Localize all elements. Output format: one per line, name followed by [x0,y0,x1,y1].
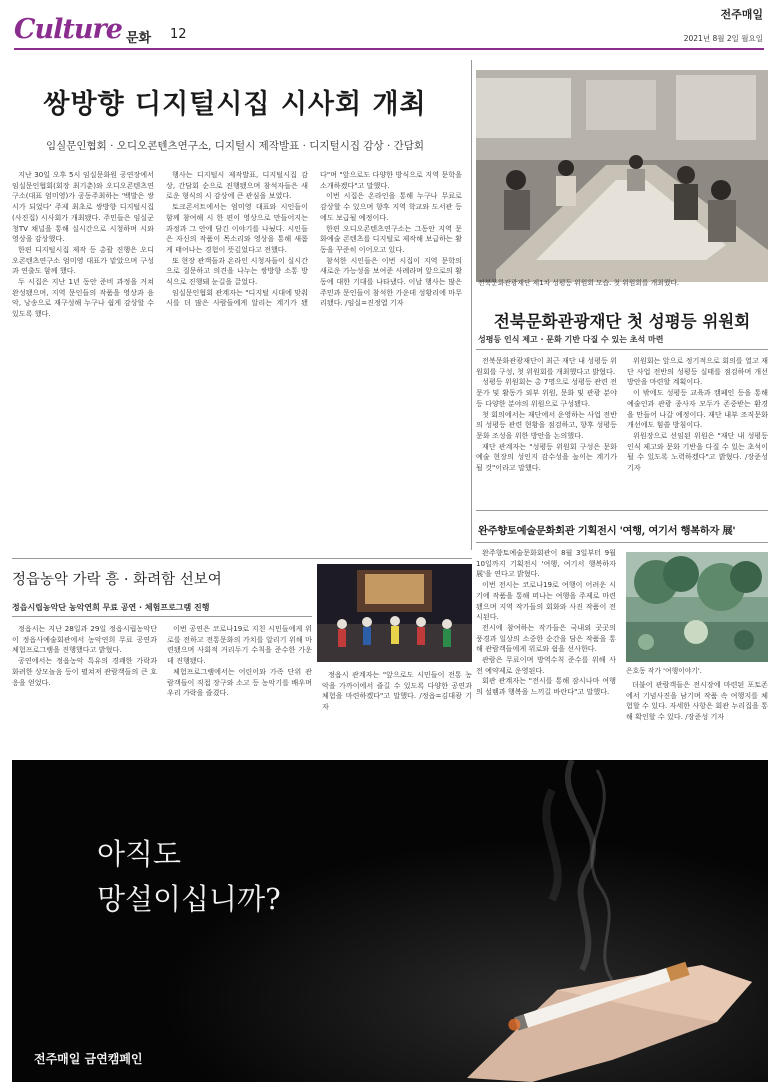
article1-paragraph: 행사는 디지털시 제작발표, 디지털시집 감상, 간담회 순으로 진행됐으며 참석자들은 새로운 형식의 시 감상에 큰 관심을 보였다. [166,170,308,201]
article3-paragraph: 정읍시는 지난 28일과 29일 정읍시립농악단이 정읍사예술회관에서 농악연희 무료 공연과 체험프로그램을 진행했다고 밝혔다. [12,624,157,655]
article3-paragraph: 공연에서는 정읍농악 특유의 경쾌한 가락과 화려한 상모놀음 등이 펼쳐져 관람객들의 큰 호응을 얻었다. [12,656,157,687]
article2-paragraph: 재단 관계자는 "성평등 위원회 구성은 문화예술 현장의 성인지 감수성을 높이는 계기가 될 것"이라고 말했다. [476,441,617,473]
article1-subheadline: 임실문인협회 · 오디오콘텐츠연구소, 디지털시 제작발표 · 디지털시집 감상 · 간담회 [45,140,425,152]
article2-paragraph: 성평등 위원회는 총 7명으로 성평등 관련 전문가 및 활동가 외부 위원, 문화 및 관광 분야 등 다양한 분야의 위원으로 구성됐다. [476,377,617,408]
article2-headline: 전북문화관광재단 첫 성평등 위원회 [493,312,751,331]
article1-paragraph: 또 현장 관객들과 온라인 시청자들이 실시간으로 질문하고 의견을 나누는 쌍방향 소통 방식으로 진행돼 눈길을 끌었다. [166,255,308,287]
article4-paragraph: 이번 전시는 코로나19로 여행이 어려운 시기에 작품을 통해 떠나는 여행을 주제로 마련됐으며 지역 작가들의 회화와 사진 작품이 전시된다. [476,580,616,622]
article1-paragraph: 임실문인협회 관계자는 "디지털 시대에 맞춰 시를 더 많은 사람들에게 알리는 계기가 됐다"며 "앞으로도 다양한 방식으로 지역 문학을 소개하겠다"고 말했다. [166,170,462,308]
article-wanju-exhibition [476,512,768,755]
article1-paragraph: 참석한 시인들은 이번 시집이 지역 문학의 새로운 가능성을 보여준 사례라며 앞으로의 활동에 대한 기대를 나타냈다. 이날 행사는 많은 주민과 문인들이 참석한 가운데 성황리에 마무리됐다. /임실=진정엽 기자 [320,255,462,308]
article2-paragraph: 위원장으로 선임된 위원은 "재단 내 성평등 인식 제고와 문화 기반을 다질 수 있는 초석이 될 수 있도록 노력하겠다"고 밝혔다. /장준성 기자 [627,430,768,473]
section-kr-label: 문화 [126,31,152,46]
article2-paragraph: 첫 회의에서는 재단에서 운영하는 사업 전반의 성평등 관련 현황을 점검하고, 향후 성평등 문화 조성을 위한 방안을 논의했다. [476,409,617,440]
article2-subheadline: 성평등 인식 제고 · 문화 기반 다질 수 있는 초석 마련 [478,335,664,344]
article1-paragraph: 두 시집은 지난 1년 동안 준비 과정을 거쳐 완성됐으며, 지역 문인들의 작품을 영상과 음악, 낭송으로 재구성해 누구나 쉽게 감상할 수 있도록 했다. [12,277,154,319]
article2-rule [476,349,768,350]
section-divider [476,510,768,511]
painting-photo [626,552,768,662]
article-gender-equality [476,52,768,507]
ad-headline-line1: 아직도 [97,837,182,871]
column-divider [471,60,472,550]
article4-paragraph: 회관 관계자는 "전시를 통해 잠시나마 여행의 설렘과 행복을 느끼길 바란다"고 말했다. [476,676,616,697]
article1-paragraph: 토크콘서트에서는 엄미영 대표와 시인들이 함께 참여해 시 한 편이 영상으로 만들어지는 과정과 그 안에 담긴 이야기를 나눴다. 시인들은 자신의 작품이 목소리와 영상을 통해 새롭게 태어나는 경험이 뜻깊었다고 전했다. [166,202,308,254]
nongak-performance-photo [317,564,472,662]
article1-paragraph: 지난 30일 오후 5시 임실문화원 공연장에서 임실문인협회(회장 최기춘)와 오디오콘텐츠연구소(대표 엄미영)가 공동주최하는 '백발은 쌍시가 되었다' 주제 최초로 쌍방향 디지털시집(사진집) 시사회가 개최됐다. 주민들은 임실군청TV 채널을 통해 실시간으로 시청하며 시와 영상을 감상했다. [12,170,154,244]
article3-paragraph: 이번 공연은 코로나19로 지친 시민들에게 위로를 전하고 전통문화의 가치를 알리기 위해 마련됐으며 사회적 거리두기 수칙을 준수한 가운데 진행됐다. [167,624,312,666]
article-jeongeup-nongak [12,560,472,755]
article4-paragraph: 완주향토예술문화회관이 8월 3일부터 9월 10일까지 기획전시 '여행, 여기서 행복하자 展'을 연다고 밝혔다. [476,548,616,579]
ad-headline-line2: 망설이십니까? [97,882,281,916]
section-en-label: Culture [14,14,122,45]
article3-paragraph: 체험프로그램에서는 어린이와 가족 단위 관람객들이 직접 장구와 소고 등 농악기를 배우며 우리 가락을 즐겼다. [167,666,312,698]
article1-body [12,170,462,555]
article4-rule [476,542,768,543]
article4-paragraph: 관람은 무료이며 방역수칙 준수를 위해 사전 예약제로 운영된다. [476,655,616,675]
article3-subheadline: 정읍시립농악단 농악연희 무료 공연 · 체험프로그램 진행 [12,603,210,612]
article4-paragraph: 전시에 참여하는 작가들은 국내외 곳곳의 풍경과 일상의 소중한 순간을 담은 작품을 통해 관람객들에게 위로와 쉼을 선사한다. [476,622,616,654]
article-digital-poetry [0,52,470,557]
article4-headline: 완주향토예술문화회관 기획전시 '여행, 여기서 행복하자 展' [478,525,736,537]
masthead [0,0,777,52]
article2-body [476,356,768,504]
issue-date: 2021년 8월 2일 월요일 [683,34,763,43]
painting-caption: 은호동 작가 '여행이야기'. [626,667,702,675]
article4-body-tail [626,680,768,752]
ad-background-art [12,760,768,1082]
article2-paragraph: 위원회는 앞으로 정기적으로 회의를 열고 재단 사업 전반의 성평등 실태를 점검하며 개선 방안을 마련할 계획이다. [627,356,768,387]
article4-paragraph: 더불어 관람객들은 전시장에 마련된 포토존에서 기념사진을 남기며 작품 속 여행지를 체험할 수 있다. 자세한 사항은 회관 누리집을 통해 확인할 수 있다. /장준성 기자 [626,680,768,722]
section-divider [12,558,472,559]
meeting-photo [476,70,768,282]
ad-campaign-label: 전주매일 금연캠페인 [34,1052,143,1066]
article4-body [476,548,616,753]
meeting-photo-caption: 전북문화관광재단 제1차 성평등 위원회 모습. 첫 위원회를 개최했다. [478,279,680,287]
article1-paragraph: 이번 시집은 온라인을 통해 누구나 무료로 감상할 수 있으며 향후 지역 학교와 도서관 등에도 보급될 예정이다. [320,191,462,222]
article1-paragraph: 한편 디지털시집 제작 등 총괄 진행은 오디오콘텐츠연구소 엄미영 대표가 맡았으며 구성과 연출도 함께 했다. [12,244,154,276]
anti-smoking-ad [12,760,768,1082]
article2-paragraph: 이 밖에도 성평등 교육과 캠페인 등을 통해 예술인과 관광 종사자 모두가 존중받는 환경을 만들어 나갈 예정이다. 재단 내부 조직문화 개선에도 힘쓸 방침이다. [627,388,768,430]
article2-paragraph: 전북문화관광재단이 최근 재단 내 성평등 위원회를 구성, 첫 위원회를 개최했다고 밝혔다. [476,356,617,376]
article1-paragraph: 한편 오디오콘텐츠연구소는 그동안 지역 문화예술 콘텐츠를 디지털로 제작해 보급하는 활동을 꾸준히 이어오고 있다. [320,223,462,254]
article3-body-side [322,670,472,752]
page-number: 12 [170,27,187,42]
article3-rule [12,616,312,617]
paper-name: 전주매일 [720,8,763,21]
article1-headline: 쌍방향 디지털시집 시사회 개최 [43,89,427,120]
article3-headline: 정읍농악 가락 흥 · 화려함 선보여 [12,572,222,588]
article3-paragraph: 정읍시 관계자는 "앞으로도 시민들이 전통 농악을 가까이에서 즐길 수 있도록 다양한 공연과 체험을 마련하겠다"고 말했다. /정읍=김대광 기자 [322,670,472,712]
article3-body-main [12,624,312,751]
masthead-rule [14,48,764,50]
